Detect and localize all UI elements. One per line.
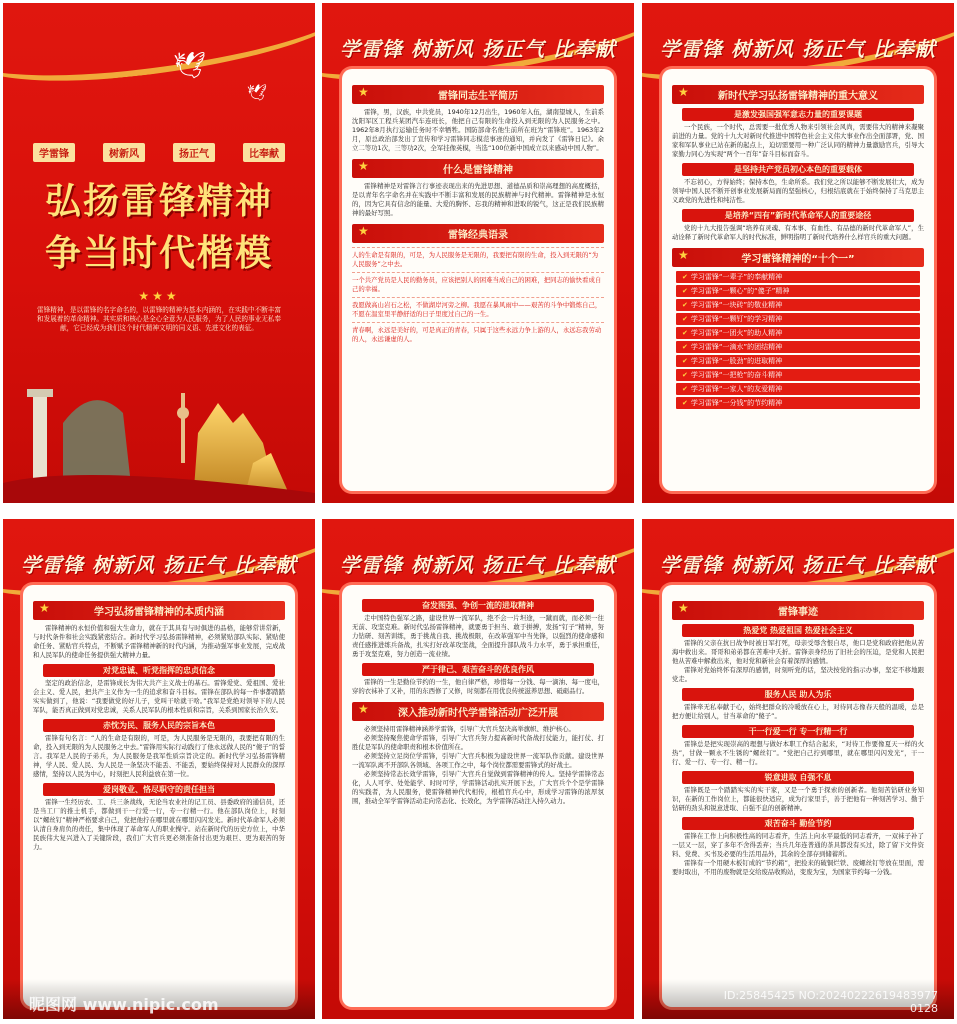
tag-row (33, 143, 285, 162)
slogan-header: 学雷锋 树新风 扬正气 比奉献 (660, 553, 936, 577)
check-icon: ✔ (682, 273, 688, 281)
subsection-title: 对党忠诚、听党指挥的忠贞信念 (43, 664, 275, 677)
cover-title-line2: 争当时代楷模 (44, 233, 273, 274)
paragraph: 一个民族，一个时代，总需要一批优秀人物来引领社会风尚，需要伟大的精神来凝聚前进的力量。党的十九大对新时代推进中国特色社会主义伟大事业作出全面部署，党、国家和军队事业已站在新的起点上，迫切需要用一种广泛认同的精神力量激励官兵，引导大家勤力同心为实现“两个一百年”奋斗目标而奋斗。 (672, 123, 924, 158)
paragraph: 党的十九大报告强调“培养有灵魂、有本事、有血性、有品德的新时代革命军人”，生动诠释了新时代革命军人的时代标准，鲜明指明了新时代培养什么样官兵的重大问题。 (672, 224, 924, 241)
quote-item: 我愿做高山岩石之松，不做湖岸河旁之柳。我愿在暴风雨中——艰苦的斗争中锻炼自己，不愿在温室里平静舒适的日子里度过自己的一生。 (352, 297, 604, 322)
slogan-header: 学雷锋 树新风 扬正气 比奉献 (21, 553, 297, 577)
paragraph: 必须坚持立足岗位学雷锋，引导广大官兵积极为建设世界一流军队作贡献。建设世界一流军队离不开部队各领域、各项工作之中，每个岗位都需要雷锋式的好战士。 (352, 752, 604, 769)
section-title: ★ 学习雷锋精神的“十个一” (672, 248, 924, 267)
dove-icon: 🕊 (247, 83, 268, 102)
section-title: ★ 雷锋同志生平简历 (352, 85, 604, 104)
poster-panel-deeds (642, 519, 954, 1019)
quote-item: 一个共产党员是人民的勤务员，应该把别人的困难当成自己的困难，把同志的愉快看成自己的幸福。 (352, 272, 604, 297)
section-title: ★ 雷锋经典语录 (352, 224, 604, 243)
slogan-header: 学雷锋 树新风 扬正气 比奉献 (340, 553, 616, 577)
subsection-title: 干一行爱一行 专一行精一行 (682, 725, 914, 738)
list-item: ✔ 学习雷锋“一把枪”的奋斗精神 (676, 369, 920, 381)
definition-text: 雷锋精神是对雷锋言行事迹表现出来的先进思想、道德品质和崇高理想的高度概括，是以青年名字命名并在实践中不断丰富和发展的民族精神与时代精神。雷锋精神是永恒的，因为它具有信念的能量、大爱的胸怀、忘我的精神和进取的锐气，这正是我们民族精神的最好写照。 (352, 182, 604, 217)
watermark-band (3, 979, 315, 1019)
list-item: ✔ 学习雷锋“一团火”的助人精神 (676, 327, 920, 339)
quote-item: 青春啊，永远是美好的，可是真正的青春，只属于这些永远力争上游的人，永远忘我劳动的人，永远谦虚的人。 (352, 322, 604, 347)
subsection-title: 爱岗敬业、恪尽职守的责任担当 (43, 783, 275, 796)
star-icon: ★ (358, 85, 369, 99)
poster-panel-cover (3, 3, 315, 503)
paragraph: 必须坚持用雷锋精神涵养学雷锋，引导广大官兵坚决高举旗帜、维护核心。 (364, 725, 575, 733)
paragraph: 坚定的政治信念，是雷锋成长为伟大共产主义战士的基石。雷锋爱党、爱祖国、爱社会主义、爱人民，把共产主义作为一生的追求和奋斗目标。雷锋在部队的每一件事都踏踏实实做到了，他说：“我要做党的好儿子，党叫干啥就干啥。”我军是党绝对领导下的人民军队，能否真正做到对党忠诚，关系人民军队的根本性质和宗旨，关系到国家长治久安。 (33, 679, 285, 714)
subsection-title: 严于律己、艰苦奋斗的优良作风 (362, 663, 594, 676)
list-item: ✔ 学习雷锋“一家人”的友爱精神 (676, 383, 920, 395)
subsection-title: 赤忱为民、服务人民的宗旨本色 (43, 719, 275, 732)
content-card (342, 69, 614, 491)
section-title: ★ 雷锋事迹 (672, 601, 924, 620)
star-icon: ★ (358, 159, 369, 173)
star-icon: ★ (678, 248, 689, 262)
paragraph: 雷锋牵无私奉献于心，始终把群众的冷暖放在心上，对待同志像春天般的温暖，总是把方便让给别人，甘当革命的“傻子”。 (672, 703, 924, 720)
check-icon: ✔ (682, 371, 688, 379)
subsection-title: 服务人民 助人为乐 (682, 688, 914, 701)
star-icon: ★ (678, 85, 689, 99)
subsection-title: 艰苦奋斗 勤俭节约 (682, 817, 914, 830)
gold-ribbon (3, 3, 315, 94)
quote-item: 人的生命是有限的，可是，为人民服务是无限的，我要把有限的生命，投入到无限的“为人民服务”之中去。 (352, 247, 604, 272)
site-watermark: 昵图网 www.nipic.com (29, 995, 219, 1014)
paragraph: 不忘初心，方得始终；保持本色，生命所系。我们党之所以能够不断发展壮大，成为领导中国人民不断开创事业发展新局面的坚强核心，归根结底就在于始终保持了马克思主义政党的先进性和纯洁性。 (672, 178, 924, 204)
list-item: ✔ 学习雷锋“一辈子”的奉献精神 (676, 271, 920, 283)
subsection-title: 是培养“四有”新时代革命军人的重要途径 (682, 209, 914, 222)
tag: 比奉献 (243, 143, 285, 162)
bio-text: 雷锋，男，汉族，中共党员，1940年12月出生，1960年入伍，湖南望城人，生前系沈阳军区工程兵某团汽车连班长，他把自己有限的生命投入到无限的为人民服务之中。1962年8月执行运输任务时不幸牺牲。国防部命名他生前所在班为“雷锋班”。1963年2月，原总政治部发出了宣传和学习雷锋同志模范事迹的通知，并向发了《雷锋日记》。余立二等功1次，三等功2次，全军挂像英模，当选“100位新中国成立以来感动中国人物”。 (352, 108, 604, 152)
content-card (662, 69, 934, 491)
check-icon: ✔ (682, 287, 688, 295)
paragraph: 雷锋对党始终怀有深厚的感情，时刻听党的话，坚决按党的指示办事，坚定不移地跟党走。 (672, 666, 924, 683)
paragraph: 必须坚持聚焦使命学雷锋，引导广大官兵努力提高新时代备战打仗能力，能打仗、打胜仗是军队的使命职责和根本价值所在。 (352, 734, 604, 751)
check-icon: ✔ (682, 399, 688, 407)
list-item: ✔ 学习雷锋“一股劲”的进取精神 (676, 355, 920, 367)
star-icon: ★ (358, 224, 369, 238)
list-item: ✔ 学习雷锋“一颗心”的“傻子”精神 (676, 285, 920, 297)
check-icon: ✔ (682, 385, 688, 393)
poster-panel-biography (322, 3, 634, 503)
slogan-header: 学雷锋 树新风 扬正气 比奉献 (660, 37, 936, 61)
paragraph: 雷锋在工作上向积极性高的同志看齐，生活上向水平最低的同志看齐，一双袜子补了一层又一层，穿了多年不舍得丢弃；当兵几年连普通的茶具都没有买过，除了留下文件资料、党费、买书及必要的生活用品外，其余的全部存到储蓄所。 (672, 832, 924, 858)
paragraph: 雷锋一生经历农、工、兵三条战线，无论当农业社的记工员、县委政府的通信员，还是当工厂的推土机手，都做到干一行爱一行，专一行精一行。他在部队岗位上，时刻以“螺丝钉”精神严格要求自己，党把他拧在哪里就在哪里闪闪发光。新时代革命军人必须认清自身肩负的责任，集中体现了革命军人的职业操守。站在新时代的历史方位上，中华民族伟大复兴进入了关键阶段，我们广大官兵更必须准备付出更为艰巨、更为艰苦的努力。 (33, 798, 285, 851)
poster-panel-practice (322, 519, 634, 1019)
paragraph: 雷锋的父亲在抗日战争时被日军打死，母亲受辱含恨自尽，他口是党和政府把他从苦海中救出来。哥哥和弟弟都在苦难中夭折。雷锋亲身经历了旧社会的压迫，是党和人民把他从苦难中解救出来，他对党和新社会有着深厚的感情。 (672, 639, 924, 665)
paragraph: 雷锋精神的永恒价值和强大生命力，就在于其具有与时俱进的品格，能够常讲常新，与时代条件和社会实践紧密结合。新时代学习弘扬雷锋精神，必须紧贴部队实际、紧贴使命任务、紧贴官兵特点，不断赋予雷锋精神新的时代内涵，为推动强军事业发展，完成战和人民军队的使命任务提供强大精神力量。 (33, 624, 285, 659)
content-card (662, 585, 934, 1007)
content-card (342, 585, 614, 1007)
section-title: ★ 新时代学习弘扬雷锋精神的重大意义 (672, 85, 924, 104)
list-item: ✔ 学习雷锋“一块砖”的敬业精神 (676, 299, 920, 311)
subsection-title: 奋发图强、争创一流的进取精神 (362, 599, 594, 612)
section-title: ★ 什么是雷锋精神 (352, 159, 604, 178)
star-icon: ★ (358, 702, 369, 716)
paragraph: 雷锋既是一个踏踏实实的实干家，又是一个勇于探索的创新者。他刻苦钻研业务知识，在新的工作岗位上，都能很快适应，成为行家里手，善于把他有一种刻苦学习、勤于钻研的劲头和锐意进取、自强不息的创新精神。 (672, 786, 924, 812)
subsection-title: 是坚持共产党员初心本色的重要载体 (682, 163, 914, 176)
stars-decoration: ★★★ (138, 289, 180, 303)
paragraph: 雷锋有一个用硬木板钉成的“节约箱”，把捡来的破铜烂铁、废螺丝钉等放在里面，需要时取出，不用的废物就是交给废品收购站，变废为宝，为国家节约每一分钱。 (672, 859, 924, 876)
tag: 学雷锋 (33, 143, 75, 162)
tag: 树新风 (103, 143, 145, 162)
slogan-header: 学雷锋 树新风 扬正气 比奉献 (340, 37, 616, 61)
list-item: ✔ 学习雷锋“一滴水”的团结精神 (676, 341, 920, 353)
watermark-band (642, 979, 954, 1019)
star-icon: ★ (39, 601, 50, 615)
cover-title-line1: 弘扬雷锋精神 (44, 181, 273, 222)
section-title: ★ 学习弘扬雷锋精神的本质内涵 (33, 601, 285, 620)
subsection-title: 锐意进取 自强不息 (682, 771, 914, 784)
subsection-title: 是激发强国强军意志力量的重要课题 (682, 108, 914, 121)
paragraph: 走中国特色强军之路，建设世界一流军队，绝不会一片坦途，一蹴而就，而必须一往无前、攻坚克难。新时代弘扬雷锋精神，就要勇于担当、敢于拼搏，发扬“钉子”精神，努力钻研、刻苦训练，勇于挑战自我、挑战极限，在改革强军中当先锋，以强烈的使命感和责任感推进练兵备战，扎实打好改革攻坚战，全面提升部队战斗力水平，勇于承担重任，勇于攻坚克难，努力创造一流业绩。 (352, 614, 604, 658)
poster-panel-essence (3, 519, 315, 1019)
check-icon: ✔ (682, 329, 688, 337)
dove-icon: 🕊 (173, 51, 207, 81)
check-icon: ✔ (682, 301, 688, 309)
paragraph: 必须坚持常态长效学雷锋，引导广大官兵自觉做到雷锋精神的传人。坚持学雷锋常态化，人人可学、处处能学、时时可学，学雷锋活动扎实开展下去，广大官兵个个是学雷锋的实践者，为人民服务，使雷锋精神代代相传，根植官兵心中，形成学习雷锋的浓厚氛围，推动全军学雷锋活动走向常态化、长效化，为学雷锋活动注入持久动力。 (352, 770, 604, 805)
paragraph: 雷锋总是把实现崇高的理想与做好本职工作结合起来，“对待工作要像夏天一样的火热”，甘做一颗永不生锈的“螺丝钉”。“党把自己拧到哪里，就在哪里闪闪发光”，干一行、爱一行、专一行、精一行。 (672, 740, 924, 766)
section-title: ★ 深入推动新时代学雷锋活动广泛开展 (352, 702, 604, 721)
content-card (23, 585, 295, 1007)
star-icon: ★ (678, 601, 689, 615)
image-id-watermark: ID:25845425 NO:20240222619483977 0128 (723, 989, 938, 1015)
paragraph: 雷锋的一生是勤俭节约的一生，他自律严格，珍惜每一分钱、每一滴油、每一度电，穿的衣袜补了又补，用的东西修了又修，时刻都在用优良传统滋养思想、砥砺品行。 (352, 678, 604, 695)
check-icon: ✔ (682, 315, 688, 323)
list-item: ✔ 学习雷锋“一分钱”的节约精神 (676, 397, 920, 409)
check-icon: ✔ (682, 357, 688, 365)
list-item: ✔ 学习雷锋“一颗钉”的学习精神 (676, 313, 920, 325)
paragraph: 雷锋有句名言：“人的生命是有限的，可是，为人民服务是无限的，我要把有限的生命，投入到无限的为人民服务之中去。”雷锋用实际行动践行了他永远做人民的“傻子”的誓言。我军是人民的子弟兵，为人民服务是我军性质宗旨决定的。新时代学习弘扬雷锋精神，学人民、爱人民、为人民是一条坚决不能丢、不能丢，要始终保持对人民群众的深厚感情，坚持以人民为中心，时刻把人民利益放在第一位。 (33, 734, 285, 778)
subsection-title: 热爱党 热爱祖国 热爱社会主义 (682, 624, 914, 637)
poster-panel-significance (642, 3, 954, 503)
monument-illustration (3, 353, 315, 503)
check-icon: ✔ (682, 343, 688, 351)
tag: 扬正气 (173, 143, 215, 162)
cover-intro: 雷锋精神，是以雷锋的名字命名的，以雷锋的精神为基本内涵的，在实践中不断丰富和发展着的革命精神。其实质和核心是全心全意为人民服务，为了人民的事业无私奉献，它已经成为我们这个时代精神文明的同义语、先进文化的表征。 (37, 306, 281, 332)
